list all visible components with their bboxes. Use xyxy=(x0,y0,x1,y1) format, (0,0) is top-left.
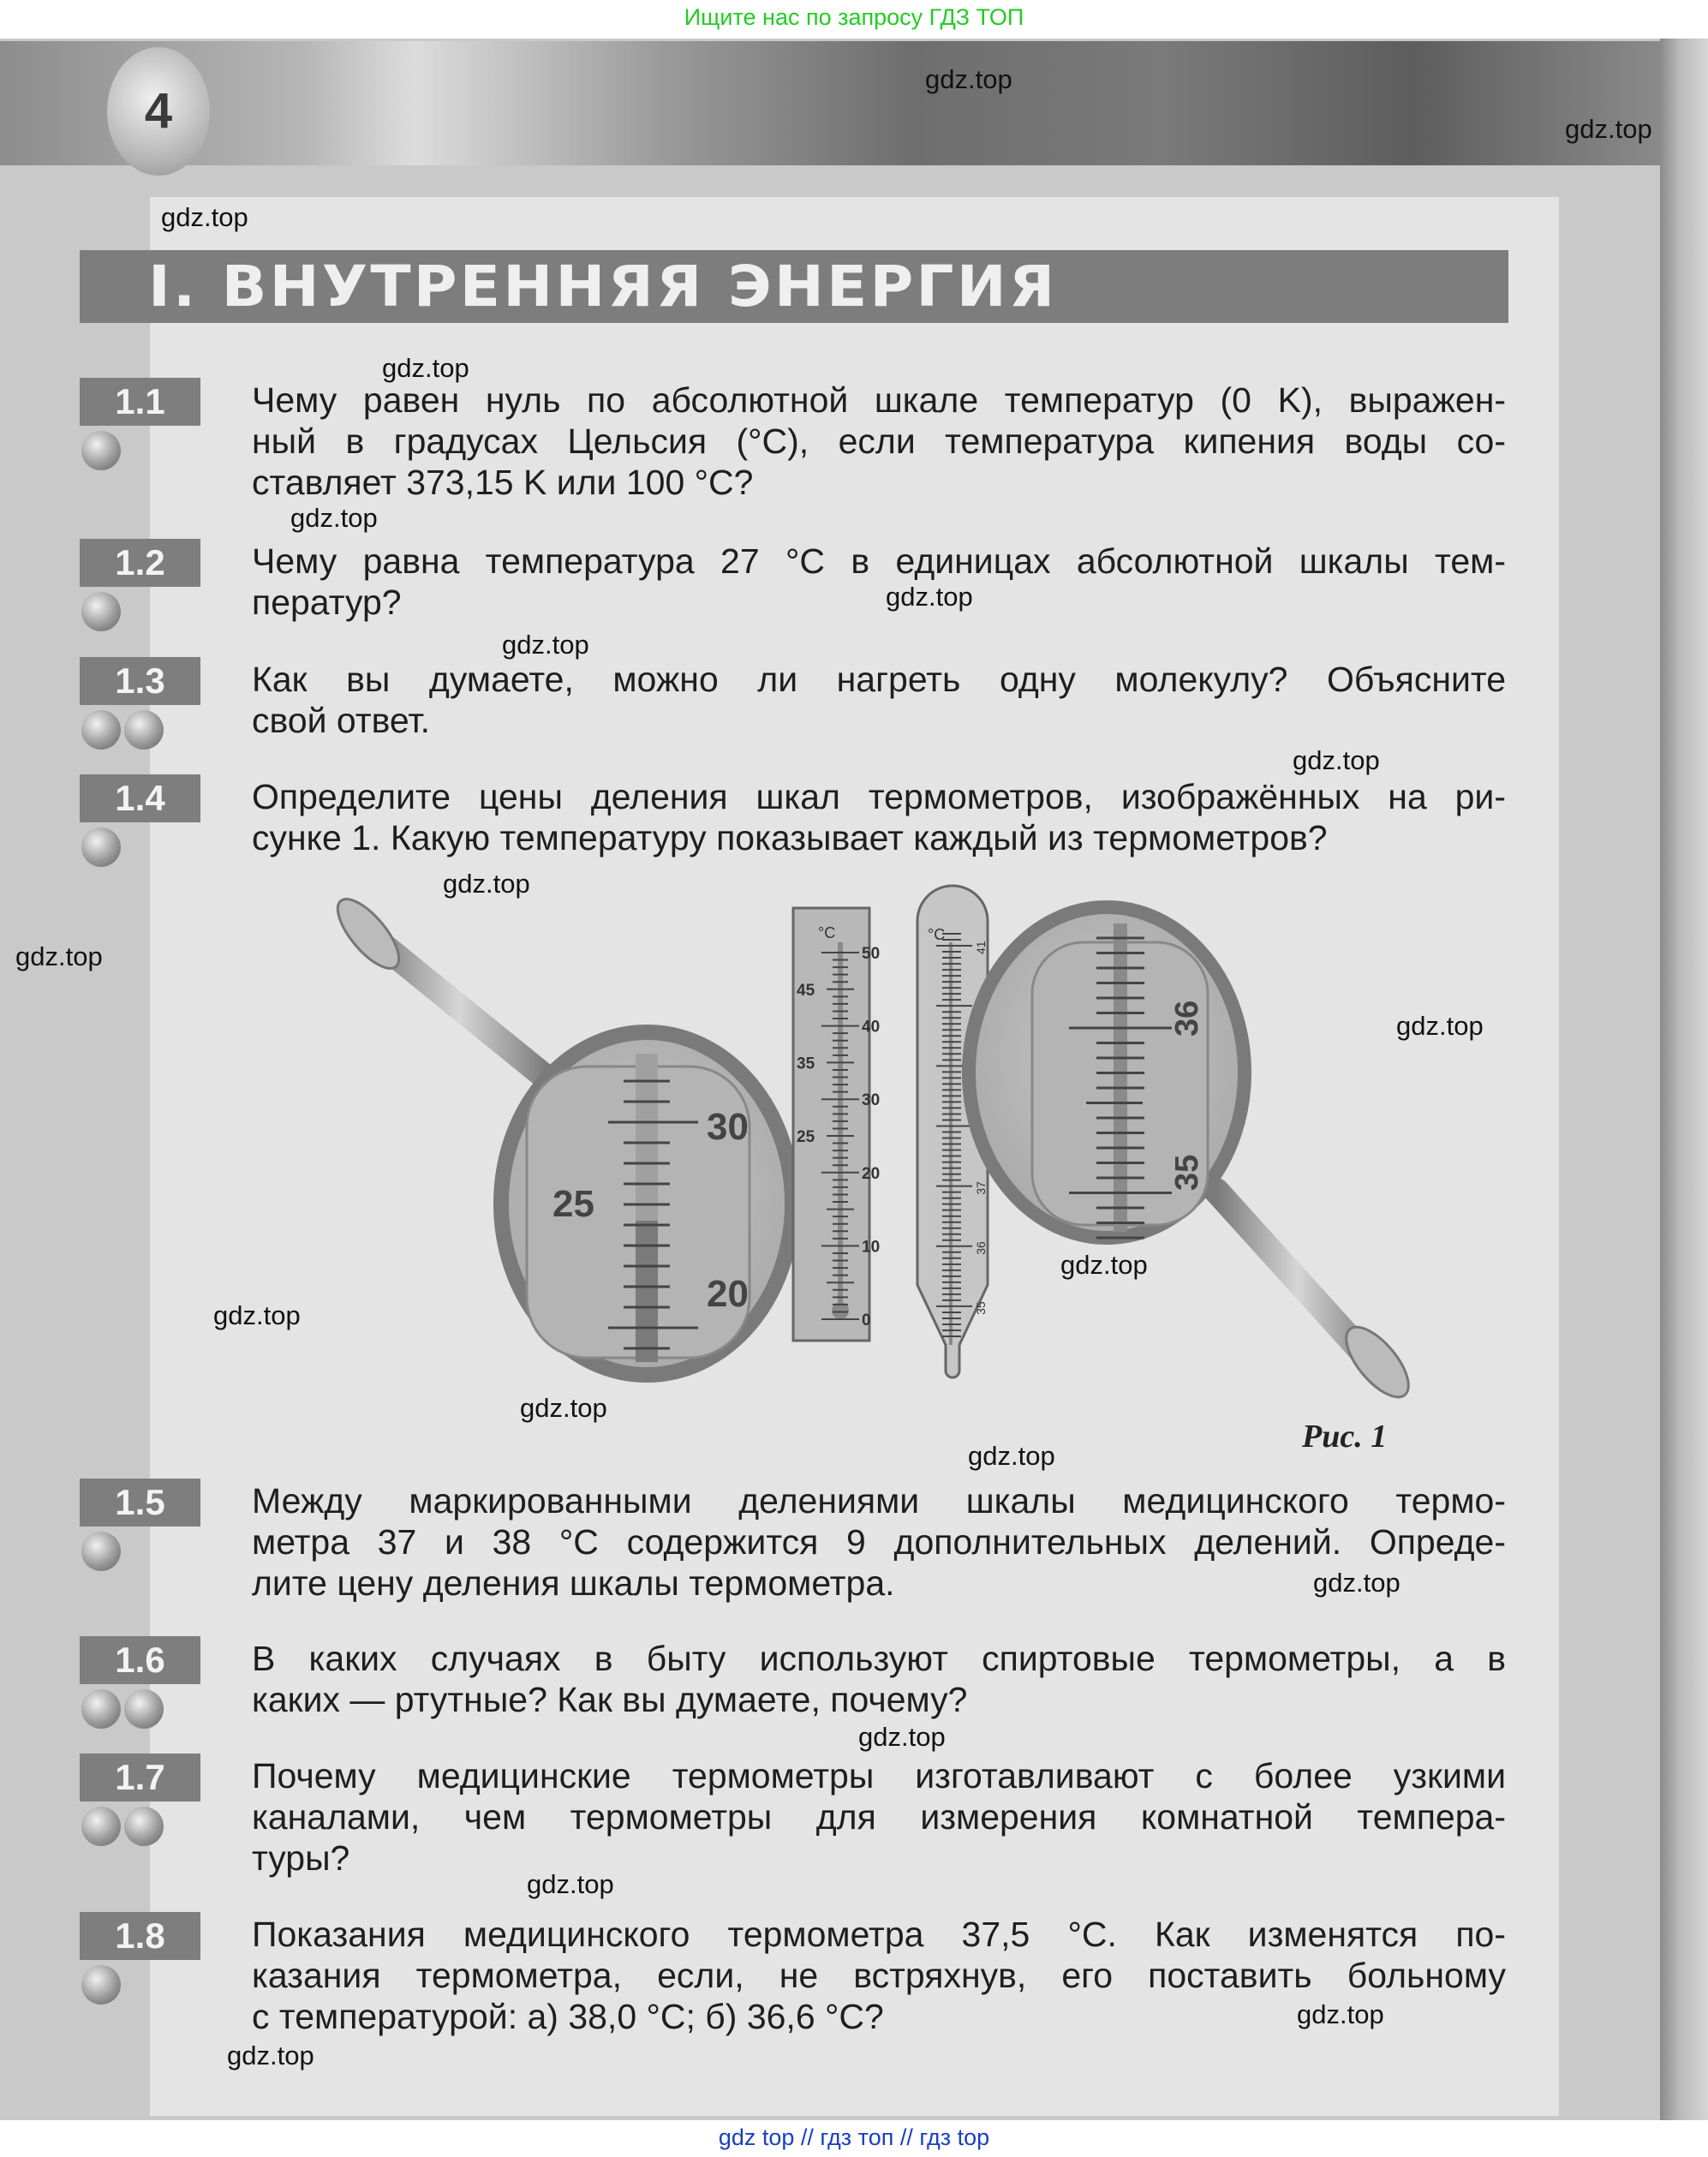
watermark-text: gdz.top xyxy=(502,630,589,660)
medical-thermometer-label: 37 xyxy=(974,1181,988,1195)
watermark-text: gdz.top xyxy=(886,582,973,612)
watermark-text: gdz.top xyxy=(1060,1250,1148,1280)
question-number: 1.5 xyxy=(80,1479,200,1527)
watermark-text: gdz.top xyxy=(858,1722,946,1752)
left-magnifier-label-30: 30 xyxy=(707,1106,749,1148)
watermark-text: gdz.top xyxy=(15,941,103,971)
room-thermometer-label: 30 xyxy=(862,1091,881,1110)
watermark-text: gdz.top xyxy=(1565,114,1652,144)
medical-thermometer-label: 35 xyxy=(974,1301,988,1315)
question-text-line: Показания медицинского термометра 37,5 °C. Как изменятся по- xyxy=(252,1915,1506,1954)
watermark-text: gdz.top xyxy=(227,2040,314,2070)
question-text-line: Как вы думаете, можно ли нагреть одну молекулу? Объясните xyxy=(252,660,1506,699)
room-thermometer-label: 10 xyxy=(862,1238,881,1257)
question-text-line: каких — ртутные? Как вы думаете, почему? xyxy=(252,1680,968,1719)
question-text-line: с температурой: а) 38,0 °C; б) 36,6 °C? xyxy=(252,1997,884,2036)
watermark-text: gdz.top xyxy=(520,1393,607,1423)
room-thermometer-label: 45 xyxy=(797,981,815,1000)
room-thermometer-label: 50 xyxy=(862,945,881,963)
watermark-text: gdz.top xyxy=(213,1300,301,1330)
page-number: 4 xyxy=(107,47,210,176)
watermark-text: gdz.top xyxy=(527,1869,614,1899)
question-number: 1.6 xyxy=(80,1636,200,1684)
question-text-line: ператур? xyxy=(252,583,402,622)
watermark-text: gdz.top xyxy=(1293,745,1380,775)
room-thermometer-label: 35 xyxy=(797,1055,815,1073)
question-number: 1.8 xyxy=(80,1912,200,1960)
watermark-text: gdz.top xyxy=(968,1441,1055,1471)
room-thermometer-label: 0 xyxy=(862,1312,871,1329)
left-magnifier-label-25: 25 xyxy=(552,1183,594,1225)
watermark-text: gdz.top xyxy=(382,353,469,383)
figure-caption: Рис. 1 xyxy=(1302,1419,1388,1455)
medical-thermometer-label: 41 xyxy=(974,941,988,955)
watermark-text: gdz.top xyxy=(1313,1568,1400,1598)
room-thermometer xyxy=(793,908,869,1341)
room-thermometer-unit: °C xyxy=(818,924,836,941)
footer-links: gdz top // гдз топ // гдз top xyxy=(718,2124,990,2150)
question-text-line: сунке 1. Какую температуру показывает каждый из термометров? xyxy=(252,818,1328,857)
watermark-text: gdz.top xyxy=(290,503,378,533)
room-thermometer-label: 20 xyxy=(862,1164,881,1183)
watermark-text: gdz.top xyxy=(1297,1999,1384,2029)
question-number: 1.3 xyxy=(80,657,200,705)
watermark-text: gdz.top xyxy=(443,869,530,899)
watermark-text: gdz.top xyxy=(161,202,248,232)
watermark-text: gdz.top xyxy=(1396,1011,1484,1041)
question-number: 1.7 xyxy=(80,1754,200,1801)
watermark-text: gdz.top xyxy=(925,64,1012,94)
room-thermometer-label: 40 xyxy=(862,1018,881,1037)
question-text-line: туры? xyxy=(252,1838,350,1878)
question-text-line: ставляет 373,15 K или 100 °C? xyxy=(252,463,754,502)
medical-thermometer-unit: °C xyxy=(928,926,946,943)
right-magnifier-label-35: 35 xyxy=(1169,1154,1205,1191)
question-text-line: Между маркированными делениями шкалы медицинского термо- xyxy=(252,1481,1506,1521)
question-text-line: Чему равен нуль по абсолютной шкале температур (0 K), выражен- xyxy=(252,380,1506,420)
question-text-line: метра 37 и 38 °C содержится 9 дополнительных делений. Опреде- xyxy=(252,1522,1506,1562)
question-number: 1.1 xyxy=(80,378,200,426)
medical-thermometer-label: 36 xyxy=(974,1241,988,1255)
question-text-line: лите цену деления шкалы термометра. xyxy=(252,1563,895,1603)
chapter-title: I. ВНУТРЕННЯЯ ЭНЕРГИЯ xyxy=(148,254,1058,320)
question-text-line: Почему медицинские термометры изготавливают с более узкими xyxy=(252,1756,1506,1796)
question-text-line: казания термометра, если, не встряхнув, его поставить больному xyxy=(252,1956,1506,1995)
question-text-line: Чему равна температура 27 °C в единицах абсолютной шкалы тем- xyxy=(252,541,1506,581)
question-text-line: ный в градусах Цельсия (°C), если температура кипения воды со- xyxy=(252,421,1506,461)
question-text-line: каналами, чем термометры для измерения комнатной темпера- xyxy=(252,1797,1506,1837)
question-number: 1.4 xyxy=(80,774,200,822)
question-text-line: В каких случаях в быту используют спиртовые термометры, а в xyxy=(252,1639,1506,1678)
question-text-line: свой ответ. xyxy=(252,701,430,740)
left-magnifier-label-20: 20 xyxy=(707,1273,749,1315)
top-search-note: Ищите нас по запросу ГДЗ ТОП xyxy=(684,4,1024,30)
question-text-line: Определите цены деления шкал термометров, изображённых на ри- xyxy=(252,777,1506,816)
room-thermometer-label: 25 xyxy=(797,1128,815,1146)
question-number: 1.2 xyxy=(80,539,200,587)
right-magnifier-label-36: 36 xyxy=(1169,1000,1205,1037)
